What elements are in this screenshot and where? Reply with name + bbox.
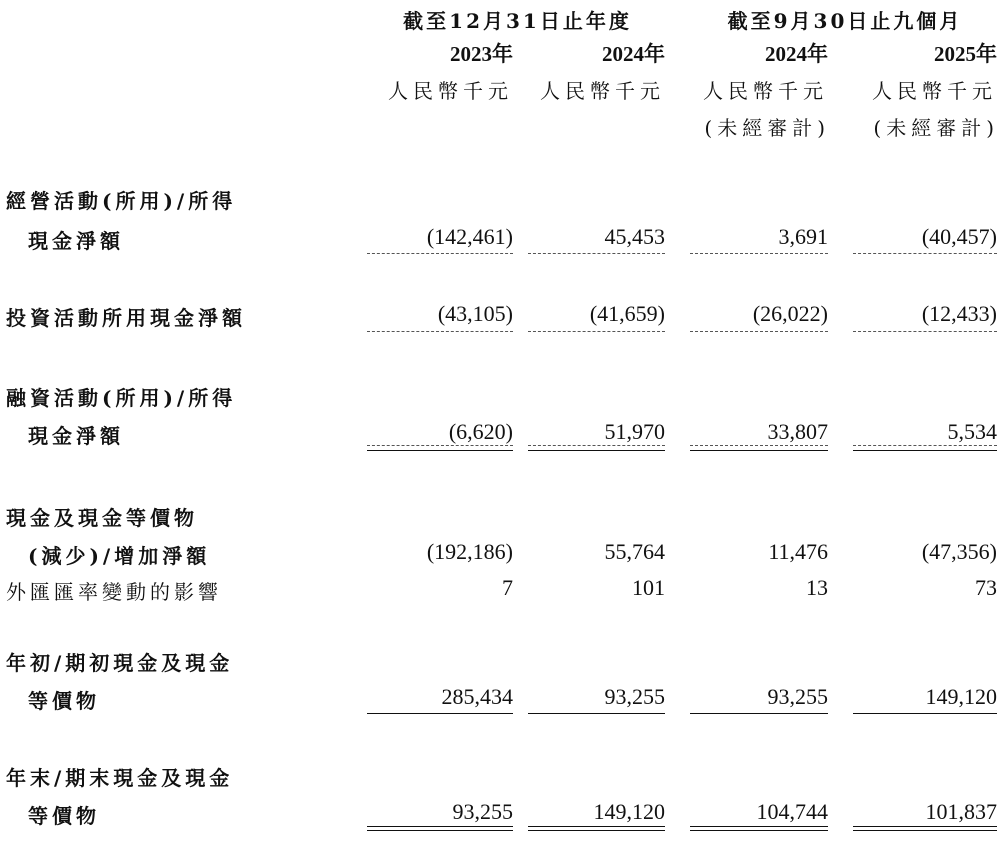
cell-value: (26,022) [752, 301, 828, 326]
row-label: 等價物 [28, 689, 100, 713]
row-label: 等價物 [28, 804, 100, 828]
cell-value: 73 [975, 575, 997, 600]
row-label: 投資活動所用現金淨額 [6, 306, 246, 330]
subtotal-rule [367, 331, 513, 332]
subtotal-rule [690, 713, 828, 714]
cell-value: 11,476 [768, 539, 828, 564]
cell-value: 33,807 [767, 419, 828, 444]
double-total-rule [690, 826, 828, 831]
cell-value: 93,255 [767, 684, 828, 709]
subtotal-rule [853, 713, 997, 714]
cell-value: (47,356) [921, 539, 997, 564]
cell-value: 45,453 [604, 224, 665, 249]
subtotal-dashed-rule [367, 445, 513, 446]
cell-value: 51,970 [604, 419, 665, 444]
cell-value: (40,457) [921, 224, 997, 249]
cell-value: 3,691 [778, 224, 828, 249]
subtotal-rule [853, 253, 997, 254]
subtotal-rule [367, 450, 513, 451]
subtotal-rule [528, 713, 665, 714]
subtotal-rule [853, 331, 997, 332]
year-header: 2023年 [450, 42, 513, 66]
subtotal-rule [690, 331, 828, 332]
cell-value: 7 [502, 575, 513, 600]
cell-value: 149,120 [925, 684, 997, 709]
year-header: 2024年 [602, 42, 665, 66]
row-label: 年初/期初現金及現金 [6, 651, 234, 675]
row-label: 外匯匯率變動的影響 [6, 580, 222, 604]
double-total-rule [853, 826, 997, 831]
header-group-nine-months: 截至9月30日止九個月 [727, 9, 963, 33]
subtotal-dashed-rule [853, 445, 997, 446]
cell-value: 93,255 [452, 799, 513, 824]
row-label: (減少)/增加淨額 [28, 544, 211, 568]
row-label: 現金淨額 [28, 229, 124, 253]
cell-value: (142,461) [426, 224, 513, 249]
cell-value: (12,433) [921, 301, 997, 326]
cell-value: 93,255 [604, 684, 665, 709]
row-label: 現金及現金等價物 [6, 506, 198, 530]
subtotal-dashed-rule [528, 445, 665, 446]
currency-unit: 人民幣千元 [540, 79, 665, 103]
subtotal-rule [853, 450, 997, 451]
year-header: 2024年 [765, 42, 828, 66]
subtotal-rule [367, 253, 513, 254]
cell-value: (41,659) [589, 301, 665, 326]
row-label: 年末/期末現金及現金 [6, 766, 234, 790]
cell-value: (6,620) [448, 419, 513, 444]
cell-value: (192,186) [426, 539, 513, 564]
subtotal-rule [528, 450, 665, 451]
header-group-year: 截至12月31日止年度 [403, 9, 632, 33]
currency-unit: 人民幣千元 [872, 79, 997, 103]
row-label: 融資活動(所用)/所得 [6, 386, 237, 410]
unaudited-note: (未經審計) [873, 116, 999, 140]
subtotal-rule [367, 713, 513, 714]
subtotal-rule [528, 331, 665, 332]
cell-value: 13 [806, 575, 828, 600]
currency-unit: 人民幣千元 [388, 79, 513, 103]
subtotal-rule [690, 253, 828, 254]
double-total-rule [367, 826, 513, 831]
unaudited-note: (未經審計) [704, 116, 830, 140]
cell-value: (43,105) [437, 301, 513, 326]
cell-value: 285,434 [441, 684, 513, 709]
double-total-rule [528, 826, 665, 831]
currency-unit: 人民幣千元 [703, 79, 828, 103]
subtotal-rule [528, 253, 665, 254]
subtotal-dashed-rule [690, 445, 828, 446]
cell-value: 101 [632, 575, 665, 600]
row-label: 經營活動(所用)/所得 [6, 189, 237, 213]
subtotal-rule [690, 450, 828, 451]
cell-value: 101,837 [925, 799, 997, 824]
cell-value: 104,744 [756, 799, 828, 824]
year-header: 2025年 [934, 42, 997, 66]
cell-value: 149,120 [593, 799, 665, 824]
cell-value: 55,764 [604, 539, 665, 564]
cell-value: 5,534 [947, 419, 997, 444]
row-label: 現金淨額 [28, 424, 124, 448]
